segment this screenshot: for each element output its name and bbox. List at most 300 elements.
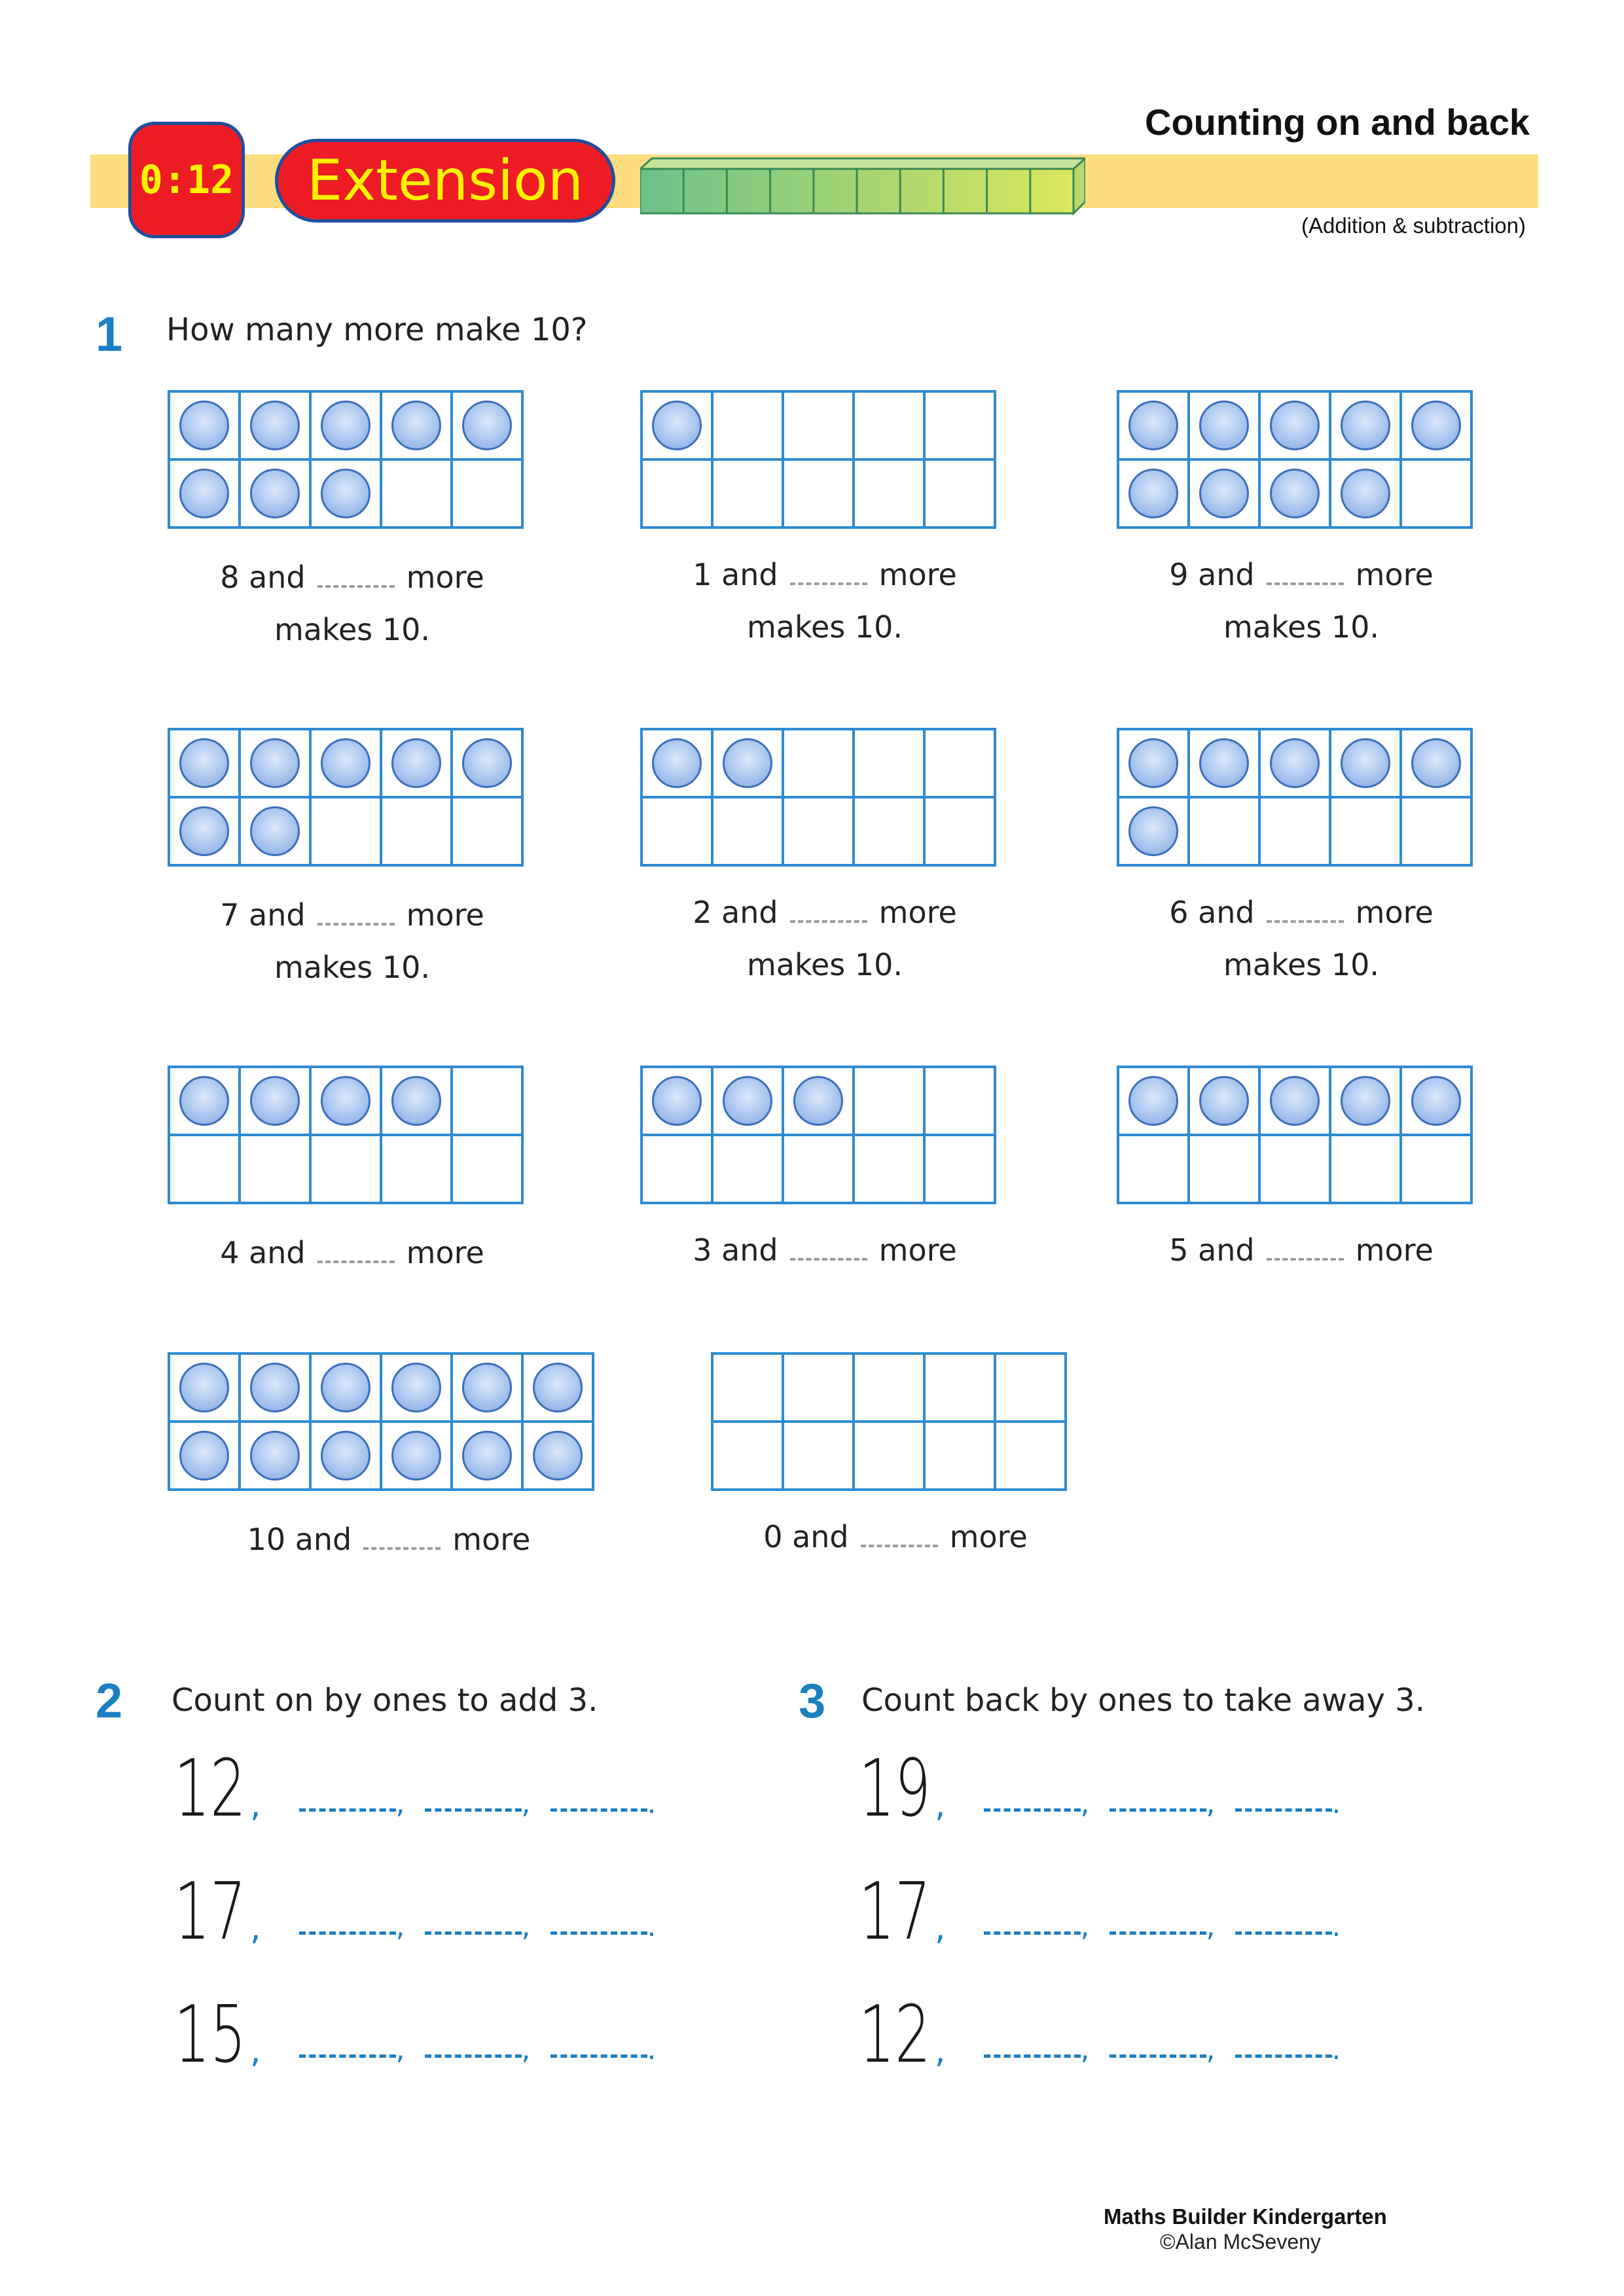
separator-comma: , [521,2033,531,2066]
sequence-row [859,1867,1341,1958]
answer-blank[interactable] [550,2054,647,2058]
counter-dot [1341,738,1390,788]
frame-caption [1117,886,1486,991]
frame-cell [382,461,453,529]
answer-blank[interactable] [550,1931,647,1935]
frame-cell [643,461,713,529]
sequence-row [859,1744,1341,1835]
counter-dot [1270,1076,1320,1126]
frame-cell [453,798,524,867]
caption-makes-ten: makes 10. [274,612,431,647]
caption-line [1117,548,1486,601]
frame-cell [643,730,713,798]
sequence-row [174,1867,657,1958]
counter-dot [391,1431,441,1480]
caption-makes-ten: makes 10. [1223,609,1380,645]
counter-dot [179,738,229,788]
separator-comma: , [935,1909,946,1948]
frame-cell [996,1355,1067,1423]
frame-cell [1190,461,1261,529]
counter-dot [321,1076,370,1126]
caption-count: 8 and [220,560,306,595]
frame-cell [312,1423,382,1491]
frame-cell [1402,730,1473,798]
ten-frame [1117,1066,1473,1204]
counter-dot [462,1431,512,1480]
answer-blank[interactable] [1267,1238,1344,1261]
sequence-row [174,1744,657,1835]
frame-cell [643,798,713,867]
frame-cell [855,393,926,461]
answer-blank[interactable] [984,2054,1081,2058]
counter-dot [1128,401,1178,450]
counter-dot [1341,469,1390,518]
frame-cell [784,798,855,867]
ten-frame [168,1352,594,1491]
frame-cell [926,730,996,798]
caption-line [640,886,1009,939]
frame-cell [241,798,312,867]
answer-blank[interactable] [425,1931,522,1935]
counter-dot [1411,1076,1461,1126]
ten-frame [168,728,524,867]
counter-dot [321,738,370,788]
counter-dot [462,401,512,450]
answer-blank[interactable] [425,2054,522,2058]
answer-blank[interactable] [317,903,395,925]
frame-cell [1331,393,1402,461]
frame-cell [1190,730,1261,798]
frame-cell [312,1068,382,1136]
answer-blank[interactable] [861,1525,938,1547]
answer-blank[interactable] [984,1931,1081,1935]
frame-cell [855,1355,926,1423]
frame-cell [926,393,996,461]
frame-cell [1402,798,1473,867]
frame-cell [1119,461,1190,529]
answer-blank[interactable] [1235,2054,1332,2058]
frame-cell [1261,730,1331,798]
answer-blank[interactable] [790,901,867,923]
frame-caption [168,551,537,656]
frame-cell [855,798,926,867]
counter-dot [1199,1076,1249,1126]
counter-dot [391,401,441,450]
unit-code-badge: 0:12 [128,122,245,238]
frame-cell [1331,730,1402,798]
frame-caption [1117,1224,1486,1276]
answer-blank[interactable] [1267,563,1344,585]
frame-caption [640,548,1009,653]
frame-cell [855,730,926,798]
caption-more: more [949,1519,1028,1554]
counter-dot [1128,1076,1178,1126]
frame-cell [170,1068,241,1136]
answer-blank[interactable] [1235,1808,1332,1812]
frame-cell [453,393,524,461]
frame-cell [382,1423,453,1491]
frame-cell [1261,393,1331,461]
frame-cell [1261,461,1331,529]
ten-frame [640,390,996,529]
frame-caption [168,1227,537,1279]
answer-blank[interactable] [550,1808,647,1812]
counter-dot [391,1076,441,1126]
counter-dot [652,738,702,788]
counter-dot [723,738,772,788]
frame-cell [926,1423,996,1491]
frame-cell [453,730,524,798]
ten-rod-icon [640,157,1085,223]
counter-dot [321,1431,370,1480]
answer-blank[interactable] [317,1241,395,1263]
frame-cell [713,461,784,529]
caption-line [168,1513,610,1566]
frame-cell [170,393,241,461]
frame-cell [784,730,855,798]
separator-comma: , [250,1785,261,1825]
frame-cell [241,730,312,798]
caption-makes-ten: makes 10. [1223,947,1380,982]
separator-comma: , [395,1910,405,1943]
frame-cell [1190,1136,1261,1204]
ten-frame [1117,728,1473,867]
caption-more: more [878,1232,957,1268]
counter-dot [723,1076,772,1126]
counter-dot [179,469,229,518]
frame-cell [643,1136,713,1204]
frame-cell [241,1068,312,1136]
frame-cell [312,393,382,461]
frame-cell [926,1355,996,1423]
frame-cell [713,1136,784,1204]
separator-period: . [647,1910,657,1943]
caption-line [640,548,1009,601]
caption-makes-ten: makes 10. [746,609,903,645]
frame-cell [170,798,241,867]
separator-period: . [647,1787,657,1820]
frame-cell [382,1355,453,1423]
book-title: Maths Builder Kindergarten [1104,2204,1387,2229]
frame-cell [312,730,382,798]
separator-comma: , [1080,1787,1090,1820]
counter-dot [793,1076,843,1126]
counter-dot [462,738,512,788]
counter-dot [250,1431,300,1480]
frame-cell [926,461,996,529]
frame-cell [382,1136,453,1204]
counter-dot [250,806,300,856]
frame-cell [1119,730,1190,798]
frame-cell [1119,1136,1190,1204]
sequence-start-number: 17 [859,1867,931,1958]
topic-title: Counting on and back [1145,101,1530,143]
caption-count: 3 and [693,1232,778,1268]
caption-count: 9 and [1169,557,1255,592]
counter-dot [533,1431,583,1480]
separator-comma: , [935,1785,946,1825]
caption-makes-ten: makes 10. [746,947,903,982]
answer-blank[interactable] [984,1808,1081,1812]
sequence-start-number: 17 [174,1867,246,1958]
counter-dot [652,401,702,450]
separator-comma: , [1206,1910,1216,1943]
sequence-start-number: 12 [859,1990,931,2081]
frame-cell [643,393,713,461]
separator-comma: , [395,1787,405,1820]
frame-cell [453,461,524,529]
frame-cell [453,1423,524,1491]
caption-line [168,889,537,941]
sequence-row [859,1990,1341,2081]
counter-dot [179,806,229,856]
sequence-row [174,1990,657,2081]
caption-more: more [878,557,957,592]
answer-blank[interactable] [299,2054,396,2058]
counter-dot [652,1076,702,1126]
frame-cell [170,461,241,529]
counter-dot [533,1363,583,1412]
caption-count: 0 and [763,1519,849,1554]
frame-cell [855,1423,926,1491]
counter-dot [250,1363,300,1412]
caption-count: 2 and [693,895,778,930]
answer-blank[interactable] [1110,1808,1206,1812]
frame-cell [1331,1068,1402,1136]
caption-line [711,1511,1080,1563]
answer-blank[interactable] [790,563,867,585]
caption-line [168,551,537,603]
frame-cell [855,1068,926,1136]
frame-cell [926,798,996,867]
separator-period: . [1331,1787,1341,1820]
frame-cell [1402,1068,1473,1136]
copyright-notice: ©Alan McSeveny [1160,2230,1321,2253]
question-prompt: Count on by ones to add 3. [171,1682,598,1719]
counter-dot [1270,738,1320,788]
counter-dot [1199,469,1249,518]
separator-comma: , [1206,1787,1216,1820]
counter-dot [391,1363,441,1412]
frame-cell [241,393,312,461]
separator-comma: , [935,2032,946,2071]
counter-dot [250,1076,300,1126]
frame-cell [382,798,453,867]
frame-cell [241,1136,312,1204]
frame-caption [1117,548,1486,653]
frame-cell [1261,1136,1331,1204]
question-prompt: Count back by ones to take away 3. [861,1682,1425,1719]
question-prompt: How many more make 10? [166,312,588,348]
answer-blank[interactable] [1110,2054,1206,2058]
separator-comma: , [1080,2033,1090,2066]
caption-count: 5 and [1169,1232,1255,1268]
separator-period: . [647,2033,657,2066]
frame-cell [1119,393,1190,461]
frame-cell [453,1355,524,1423]
frame-cell [1331,1136,1402,1204]
frame-caption [711,1511,1080,1563]
counter-dot [179,1076,229,1126]
caption-more: more [406,1235,484,1270]
frame-cell [1402,1136,1473,1204]
caption-line [640,1224,1009,1276]
counter-dot [391,738,441,788]
answer-blank[interactable] [299,1931,396,1935]
sequence-start-number: 19 [859,1744,931,1835]
topic-subtitle: (Addition & subtraction) [1301,213,1526,238]
ten-frame [640,728,996,867]
frame-cell [382,1068,453,1136]
question-number: 3 [799,1674,826,1728]
frame-cell [524,1355,594,1423]
caption-count: 6 and [1169,895,1255,930]
sequence-start-number: 15 [174,1990,246,2081]
answer-blank[interactable] [317,565,395,588]
question-number: 2 [96,1674,123,1728]
separator-comma: , [1206,2033,1216,2066]
counter-dot [321,401,370,450]
frame-cell [996,1423,1067,1491]
frame-cell [1402,393,1473,461]
caption-more: more [406,897,484,933]
counter-dot [1341,401,1390,450]
frame-cell [312,798,382,867]
frame-cell [713,393,784,461]
separator-period: . [1331,1910,1341,1943]
frame-cell [312,1136,382,1204]
frame-cell [1331,461,1402,529]
frame-cell [453,1136,524,1204]
sequence-start-number: 12 [174,1744,246,1835]
frame-cell [1261,798,1331,867]
frame-cell [784,1136,855,1204]
counter-dot [1128,806,1178,856]
caption-line [1117,886,1486,939]
frame-cell [312,461,382,529]
counter-dot [250,401,300,450]
counter-dot [179,1363,229,1412]
frame-cell [241,461,312,529]
ten-frame [711,1352,1067,1491]
caption-count: 10 and [247,1522,352,1557]
frame-cell [170,1423,241,1491]
frame-cell [1190,1068,1261,1136]
counter-dot [1341,1076,1390,1126]
counter-dot [1270,401,1320,450]
frame-caption [640,886,1009,991]
frame-cell [784,1355,855,1423]
counter-dot [1199,401,1249,450]
caption-line [1117,1224,1486,1276]
answer-blank[interactable] [790,1238,867,1261]
frame-cell [382,730,453,798]
caption-more: more [452,1522,531,1557]
frame-cell [713,798,784,867]
counter-dot [1411,738,1461,788]
separator-period: . [1331,2033,1341,2066]
frame-cell [643,1068,713,1136]
separator-comma: , [395,2033,405,2066]
frame-cell [1119,1068,1190,1136]
counter-dot [1270,469,1320,518]
counter-dot [179,1431,229,1480]
frame-cell [784,1423,855,1491]
caption-line [168,1227,537,1279]
caption-count: 4 and [220,1235,306,1270]
frame-cell [241,1423,312,1491]
frame-cell [382,393,453,461]
counter-dot [1199,738,1249,788]
caption-more: more [1355,557,1434,592]
frame-cell [784,393,855,461]
answer-blank[interactable] [1267,901,1344,923]
frame-cell [170,1355,241,1423]
caption-count: 1 and [693,557,778,592]
frame-cell [170,730,241,798]
answer-blank[interactable] [1110,1931,1206,1935]
frame-cell [784,461,855,529]
caption-more: more [1355,1232,1434,1268]
frame-cell [1119,798,1190,867]
frame-cell [713,1068,784,1136]
counter-dot [462,1363,512,1412]
counter-dot [321,469,370,518]
counter-dot [1128,738,1178,788]
frame-cell [1402,461,1473,529]
ten-frame [168,390,524,529]
question-number: 1 [96,307,123,361]
caption-makes-ten: makes 10. [274,950,431,985]
counter-dot [250,469,300,518]
frame-caption [168,889,537,994]
answer-blank[interactable] [363,1528,441,1550]
frame-cell [1331,798,1402,867]
ten-frame [640,1066,996,1204]
counter-dot [321,1363,370,1412]
answer-blank[interactable] [1235,1931,1332,1935]
separator-comma: , [521,1787,531,1820]
answer-blank[interactable] [425,1808,522,1812]
frame-cell [713,1355,784,1423]
section-label: Extension [275,139,615,223]
frame-cell [855,1136,926,1204]
frame-cell [1190,798,1261,867]
counter-dot [1411,401,1461,450]
frame-cell [713,1423,784,1491]
frame-cell [241,1355,312,1423]
frame-cell [784,1068,855,1136]
frame-cell [1261,1068,1331,1136]
frame-cell [453,1068,524,1136]
frame-cell [170,1136,241,1204]
answer-blank[interactable] [299,1808,396,1812]
counter-dot [179,401,229,450]
frame-cell [713,730,784,798]
frame-cell [524,1423,594,1491]
frame-cell [312,1355,382,1423]
separator-comma: , [250,1909,261,1948]
frame-cell [926,1068,996,1136]
caption-more: more [1355,895,1434,930]
caption-count: 7 and [220,897,306,933]
separator-comma: , [1080,1910,1090,1943]
frame-cell [1190,393,1261,461]
separator-comma: , [250,2032,261,2071]
caption-more: more [878,895,957,930]
frame-cell [926,1136,996,1204]
separator-comma: , [521,1910,531,1943]
